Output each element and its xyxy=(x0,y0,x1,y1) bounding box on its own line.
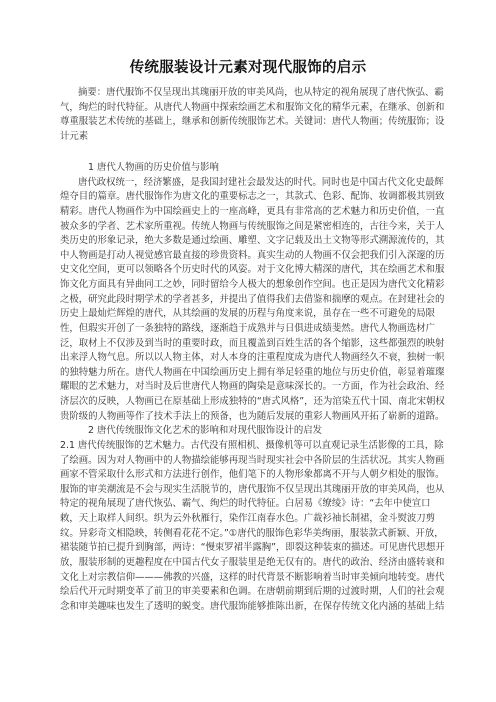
section-1-paragraph: 唐代政权统一，经济繁盛，是我国封建社会最发达的时代。同时也是中国古代文化史最辉煌夺目的篇章。唐代服饰作为唐文化的重要标志之一，其款式、色彩、配饰、妆调都极其别致精彩。唐代人物画作为中国绘画史上的一座高峰，更具有非常高的艺术魅力和历史价值，一直被众多的学者、艺术家所重视。传统人物画与传统服饰之间是紧密相连的，古往今来，关于人类历史的形象记录，绝大多数是通过绘画、雕塑、文字记载及出土文物等形式溯源流传的，其中人物画是打动人视觉感官最直接的珍贵资料。真实生动的人物画不仅会把我们引入深邃的历史文化空间，更可以领略各个历史时代的风姿。对于文化博大精深的唐代，其在绘画艺术和服饰文化方面具有异曲同工之妙，同时留给今人极大的想象创作空间。也正是因为唐代文化精彩之极，研究此段时期学术的学者甚多，并提出了值得我们去借鉴和揣摩的观点。在封建社会的历史上最灿烂辉煌的唐代，从其绘画的发展的历程与角度来说，虽存在一些不可避免的局限性，但瑕实开创了一条独特的路线，逐渐趋于成熟并与日俱进成绩斐然。唐代人物画选材广泛，取材上不仅涉及到当时的重要时政，而且覆盖到百姓生活的各个缩影，这些都强烈的映射出来浮人物气息。所以以人物主体，对人本身的注重程度成为唐代人物画经久不衰，独树一帜的独特魅力所在。唐代人物画在中国绘画历史上拥有举足轻重的地位与历史价值，彰显着璀璨耀眼的艺术魅力，对当时及后世唐代人物画的陶染是意味深长的。一方面，作为社会政治、经济层次的反映，人物画已在原基础上形成独特的“唐式风格”，还为涫染五代十国、南北宋朝权贵阶级的人物画等作了技术手法上的预备，也为随后发展的重彩人物画风开拓了崭新的道路。 xyxy=(60,176,445,422)
section-1-heading: 1 唐代人物画的历史价值与影响 xyxy=(88,162,219,173)
abstract-paragraph: 摘要：唐代服饰不仅呈现出其瑰丽开放的审美风尚，也从特定的视角展现了唐代恢弘、霸气，绚烂的时代特征。从唐代人物画中探索绘画艺术和服饰文化的精华元素，在继承、创新和尊重服装艺术传统的基础上，继承和创新传统服饰艺术。关键词：唐代人物画；传统服饰；设计元素 xyxy=(60,87,445,142)
document-body xyxy=(60,161,446,614)
section-2-1-text: 古代没有照相机、摄像机等可以直观记录生活影像的工具，除了绘画。因为对人物画中的人物描绘能够再现当时现实社会中各阶层的生活状况。其实人物画画家不管采取什么形式和方法进行创作，他们笔下的人物形象都离不开与人朝夕相处的服饰。服饰的审美潮流是不会与现实生活脱节的，唐代服饰不仅呈现出其瑰丽开放的审美风尚，也从特定的视角展现了唐代恢弘、霸气、绚烂的时代特征。白居易《缭绫》诗：“去年中使宣口敕，天上取样人间织。织为云外秋雁行，染作江南春水色。广裁衫袖长制裙，金斗熨波刀剪纹。异彩奇文相隐映，转侧看花花不定。”①唐代的服饰色彩华美绚丽，服装款式新颖、开放，裙装随节拍已提升到胸部，两诗：“慢束罗裙半露胸”，即裂这种装束的描述。可见唐代思想开放，服装形制的更趣程度在中国古代女子服装里是绝无仅有的。唐代的政治、经济由盛转衰和文化上对宗教信仰———佛教的兴盛，这样的时代背景不断影响着当时审美倾向地转变。唐代绘后代开元时期变革了前卫的审美要素和色调。在唐朝前期到后期的过渡时期，人们的社会观念和审美趣味也发生了透明的蜕变。唐代服饰能够推陈出新，在保存传统文化内涵的基础上结 xyxy=(60,439,445,612)
section-2-heading: 2 唐代传统服饰文化艺术的影响和对现代服饰设计的启发 xyxy=(88,425,322,437)
section-2-1-paragraph xyxy=(60,439,446,615)
document-title: 传统服装设计元素对现代服饰的启示 xyxy=(129,60,367,76)
section-2-1-heading: 2.1 唐代传统服饰的艺术魅力。 xyxy=(60,439,191,451)
